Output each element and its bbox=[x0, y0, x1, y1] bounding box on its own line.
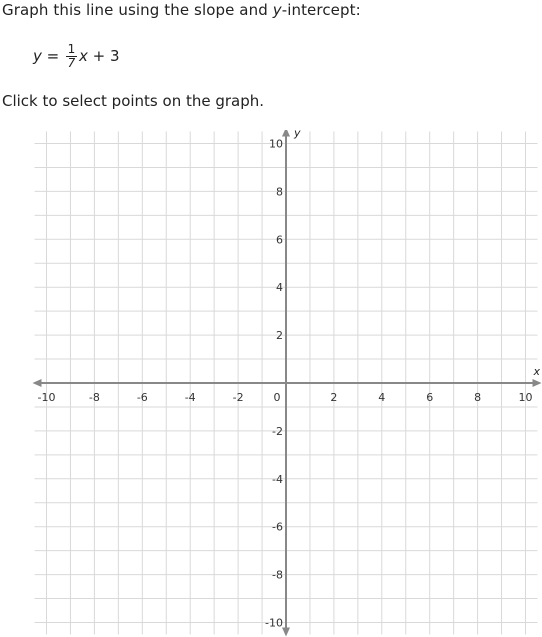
equation-constant: + 3 bbox=[87, 47, 120, 65]
equation-lhs-variable: y bbox=[33, 47, 42, 65]
y-tick-label: -2 bbox=[272, 424, 283, 438]
x-tick-label: -2 bbox=[232, 391, 244, 404]
y-tick-label: -6 bbox=[272, 520, 283, 534]
x-axis-arrow-left bbox=[33, 379, 42, 387]
x-axis-arrow-right bbox=[533, 379, 542, 387]
y-axis-arrow-up bbox=[282, 130, 290, 137]
slope-fraction bbox=[66, 43, 77, 70]
y-tick-label: -8 bbox=[272, 568, 283, 582]
y-tick-label: 10 bbox=[269, 137, 283, 151]
slope-numerator: 1 bbox=[67, 41, 76, 56]
prompt-text-after: -intercept: bbox=[281, 1, 361, 19]
x-tick-label: 10 bbox=[518, 391, 533, 404]
x-tick-label: -10 bbox=[37, 391, 56, 404]
x-axis-label: x bbox=[533, 365, 541, 378]
y-tick-label: 6 bbox=[276, 233, 283, 247]
equation-equals: = bbox=[41, 47, 64, 65]
x-tick-label: 6 bbox=[426, 391, 434, 404]
x-tick-label: -4 bbox=[184, 391, 196, 404]
slope-denominator: 7 bbox=[67, 55, 76, 70]
y-axis-label: y bbox=[294, 130, 301, 140]
y-tick-label: 4 bbox=[276, 281, 283, 295]
x-tick-label: 4 bbox=[378, 391, 386, 404]
y-tick-label: 8 bbox=[276, 185, 283, 199]
instruction-text: Click to select points on the graph. bbox=[2, 92, 265, 110]
y-axis-arrow-down bbox=[282, 628, 290, 637]
coordinate-graph[interactable] bbox=[0, 130, 542, 637]
prompt-variable: y bbox=[272, 1, 282, 19]
origin-label: 0 bbox=[273, 391, 281, 404]
question-prompt bbox=[2, 1, 361, 19]
x-tick-label: -8 bbox=[88, 391, 100, 404]
graph-axes bbox=[33, 130, 542, 637]
y-tick-label: 2 bbox=[276, 329, 283, 343]
x-tick-label: -6 bbox=[136, 391, 148, 404]
equation-rhs-variable: x bbox=[79, 47, 88, 65]
equation bbox=[33, 36, 120, 76]
x-tick-label: 2 bbox=[330, 391, 338, 404]
x-tick-label: 8 bbox=[474, 391, 482, 404]
prompt-text-before: Graph this line using the slope and bbox=[2, 1, 273, 19]
y-tick-label: -4 bbox=[272, 472, 283, 486]
y-tick-label: -10 bbox=[265, 616, 283, 630]
